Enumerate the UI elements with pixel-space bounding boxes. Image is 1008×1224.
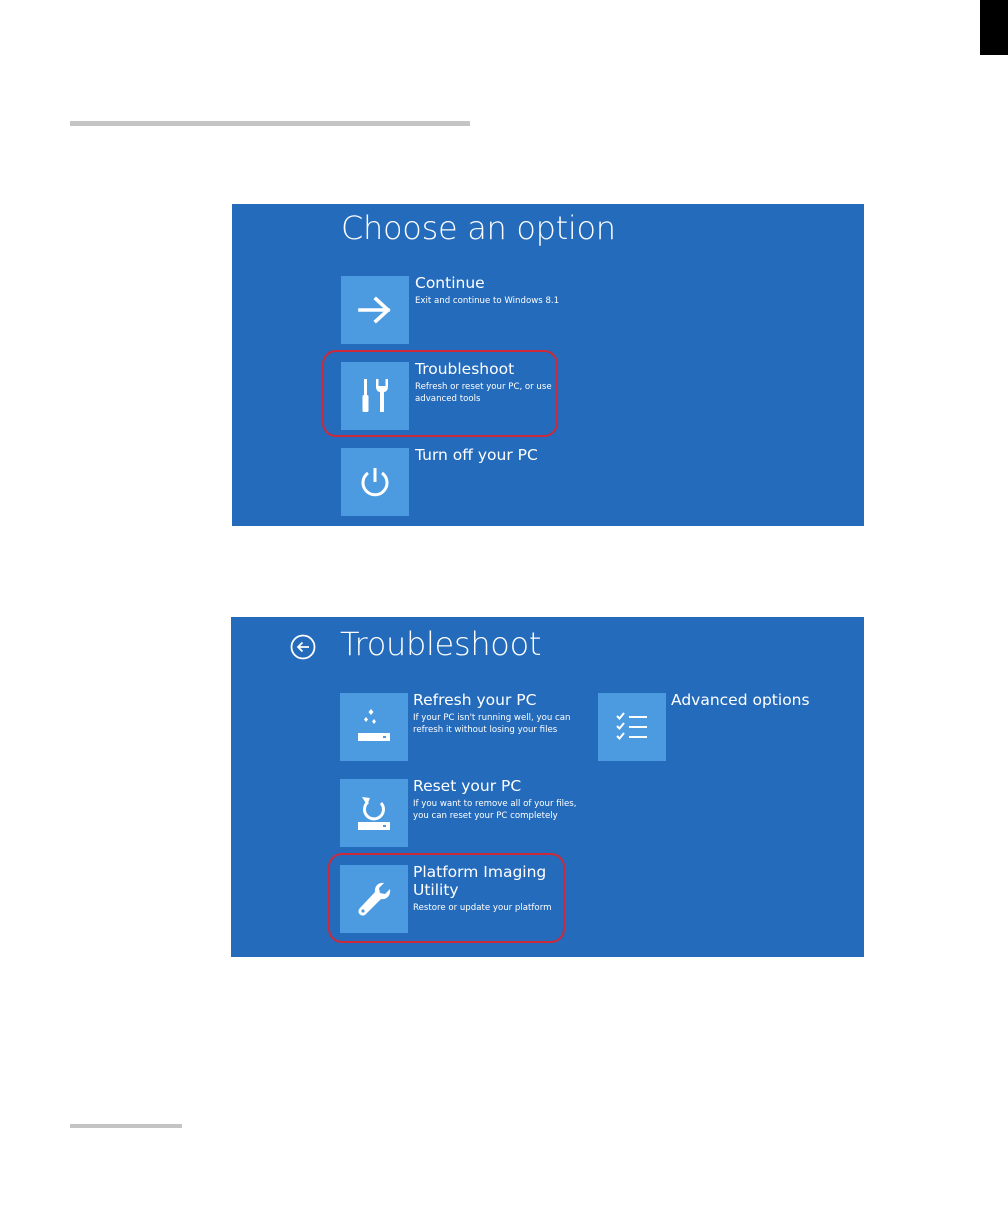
troubleshoot-description-line-2: advanced tools — [415, 394, 481, 404]
turn-off-tile[interactable] — [341, 448, 409, 516]
troubleshoot-description-line-1: Refresh or reset your PC, or use — [415, 382, 552, 392]
advanced-options-tile[interactable] — [598, 693, 666, 761]
refresh-pc-title[interactable]: Refresh your PC — [413, 691, 537, 709]
wrench-icon — [354, 879, 394, 919]
reset-pc-description-line-1: If you want to remove all of your files, — [413, 799, 577, 809]
power-icon — [358, 465, 392, 499]
refresh-pc-tile[interactable] — [340, 693, 408, 761]
reset-pc-title[interactable]: Reset your PC — [413, 777, 522, 795]
troubleshoot-screen — [231, 617, 864, 957]
turn-off-title[interactable]: Turn off your PC — [415, 446, 538, 464]
arrow-right-icon — [357, 295, 393, 325]
reset-pc-tile[interactable] — [340, 779, 408, 847]
footer-rule — [70, 1124, 182, 1128]
continue-tile[interactable] — [341, 276, 409, 344]
reset-pc-icon — [353, 792, 395, 834]
troubleshoot-title[interactable]: Troubleshoot — [415, 360, 515, 378]
platform-imaging-title-line-1[interactable]: Platform Imaging — [413, 863, 547, 881]
platform-imaging-title-line-2[interactable]: Utility — [413, 881, 459, 899]
continue-description: Exit and continue to Windows 8.1 — [415, 296, 560, 306]
platform-imaging-tile[interactable] — [340, 865, 408, 933]
choose-an-option-screen — [232, 204, 864, 526]
checklist-icon — [614, 709, 650, 745]
header-rule — [70, 121, 470, 126]
page-edge-tab — [980, 0, 1008, 55]
tools-icon — [359, 376, 391, 416]
advanced-options-title[interactable]: Advanced options — [671, 691, 810, 709]
platform-imaging-description: Restore or update your platform — [413, 903, 552, 913]
refresh-pc-icon — [354, 707, 394, 747]
page-title: Troubleshoot — [340, 625, 542, 663]
troubleshoot-tile[interactable] — [341, 362, 409, 430]
refresh-pc-description-line-1: If your PC isn't running well, you can — [413, 713, 571, 723]
back-arrow-icon[interactable] — [290, 634, 316, 660]
reset-pc-description-line-2: you can reset your PC completely — [413, 811, 558, 821]
continue-title[interactable]: Continue — [415, 274, 485, 292]
refresh-pc-description-line-2: refresh it without losing your files — [413, 725, 558, 735]
page-title: Choose an option — [341, 209, 616, 247]
